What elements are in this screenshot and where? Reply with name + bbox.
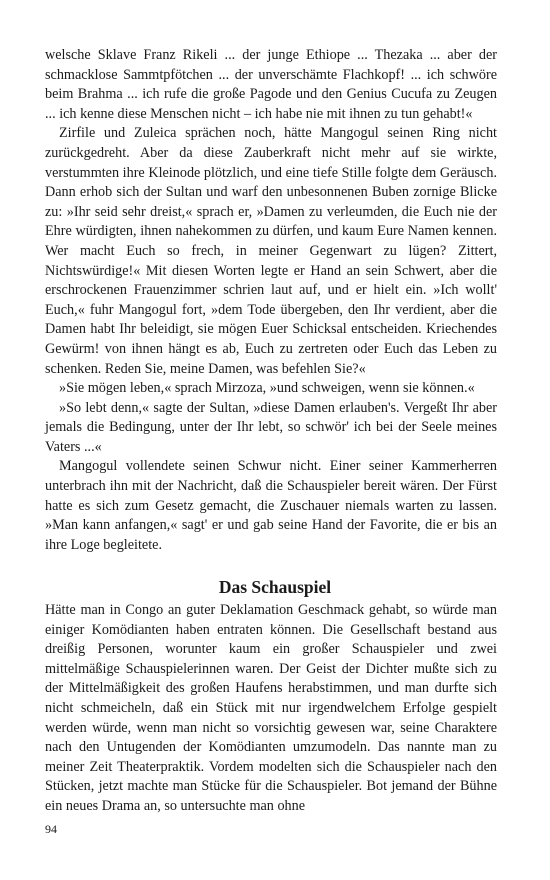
paragraph: Hätte man in Congo an guter Deklamation Geschmack gehabt, so würde man einiger Komödianten haben entraten können. Die Gesellschaft bestand aus dreißig Personen, worunter kaum ein großer Schauspieler und zwei mittelmäßige Schauspielerinnen waren. Der Geist der Dichter mußte sich zu der Mittelmäßigkeit des großen Haufens herabstimmen, und man durfte sich nicht schmeicheln, daß ein Stück mit nur irgendwelchem Erfolge gespielt werden würde, wenn man nicht so vorsichtig gewesen war, seine Charaktere nach den Untugenden der Komödianten umzumodeln. Das nannte man zu meiner Zeit Theaterpraktik. Vordem modelten sich die Schauspieler nach den Stücken, jetzt machte man Stücke für die Schauspieler. Bot jemand der Bühne ein neues Drama an, so untersuchte man ohne — [45, 602, 497, 814]
paragraph: Mangogul vollendete seinen Schwur nicht. Einer seiner Kammerherren unterbrach ihn mit der Nachricht, daß die Schauspieler bereit wären. Der Fürst hatte es sich zum Gesetz gemacht, die Zuschauer niemals warten zu lassen. »Man kann anfangen,« sagt' er und gab seine Hand der Favorite, die er bis an ihre Loge begleitete. — [45, 458, 497, 553]
body-text-bottom — [45, 601, 497, 817]
chapter-heading: Das Schauspiel — [218, 577, 332, 597]
paragraph: »Sie mögen leben,« sprach Mirzoza, »und schweigen, wenn sie können.« — [59, 380, 475, 397]
paragraph-continued: welsche Sklave Franz Rikeli ... der junge Ethiope ... Thezaka ... aber der schmacklose Sammtpfötchen ... der unverschämte Flachkopf! ... ich schwöre beim Brahma ... ich rufe die große Pagode und den Genius Cucufa zu Zeugen ... ich kenne diese Menschen nicht – ich habe nie mit ihnen zu tun gehabt!« — [45, 47, 497, 122]
paragraph: Zirfile und Zuleica sprächen noch, hätte Mangogul seinen Ring nicht zurückgedreht. Aber da diese Zauberkraft nicht mehr auf sie wirkte, verstummten ihre Kleinode plötzlich, und eine tiefe Stille folgte dem Geräusch. Dann erhob sich der Sultan und warf den unbesonnenen Buben zornige Blicke zu: »Ihr seid sehr dreist,« sprach er, »Damen zu verleumden, die Euch nie der Ehre würdigten, ihnen nahekommen zu dürfen, und kaum Eure Namen kennen. Wer macht Euch so frech, in meiner Gegenwart zu lügen? Zittert, Nichtswürdige!« Mit diesen Worten legte er Hand an sein Schwert, aber die erschrockenen Frauenzimmer schrien laut auf, und er hielt ein. »Ich wollt' Euch,« fuhr Mangogul fort, »dem Tode übergeben, den Ihr verdient, aber die Damen habt Ihr beleidigt, sie mögen Euer Schicksal entscheiden. Kriechendes Gewürm! von ihnen hängt es ab, Euch zu zertreten oder Euch das Leben zu schenken. Reden Sie, meine Damen, was befehlen Sie?« — [45, 125, 497, 377]
page-number: 94 — [45, 822, 57, 836]
body-text-top — [45, 46, 497, 555]
paragraph: »So lebt denn,« sagte der Sultan, »diese Damen erlauben's. Vergeßt Ihr aber jemals die Bedingung, unter der Ihr lebt, so schwör' ich bei der Seele meines Vaters ...« — [45, 399, 497, 455]
